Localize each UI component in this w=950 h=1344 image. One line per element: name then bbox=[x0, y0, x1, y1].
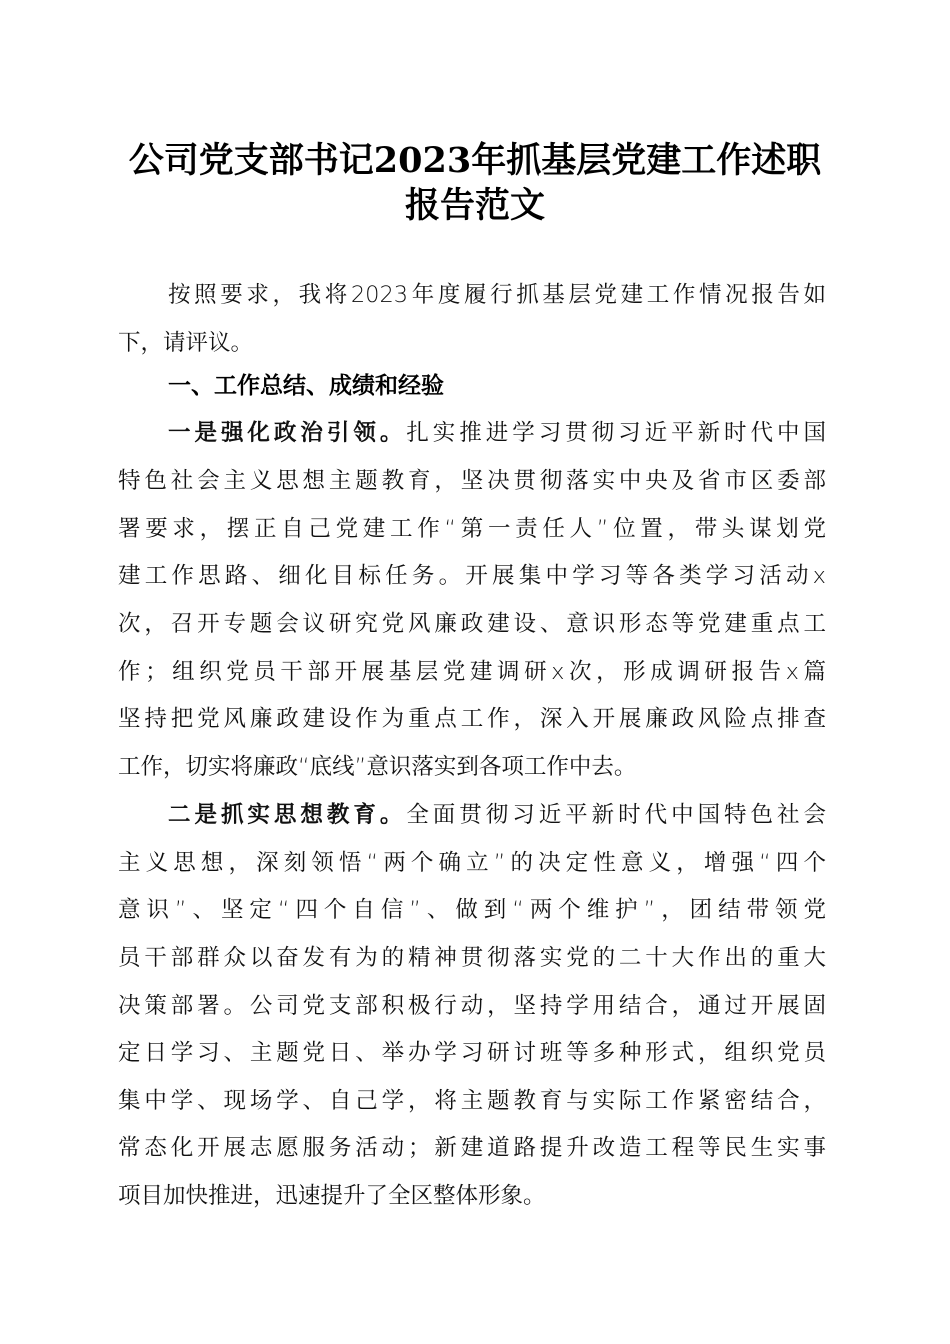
para2-line-1 bbox=[168, 796, 826, 834]
intro-line-2: 下，请评议。 bbox=[118, 330, 254, 356]
para2-line-2: 主义思想，深刻领悟“两个确立”的决定性意义，增强“四个 bbox=[118, 850, 826, 876]
document-title-line-2: 报告范文 bbox=[404, 185, 545, 226]
para2-lead: 二是抓实思想教育。 bbox=[168, 802, 407, 828]
para2-line-8: 常态化开展志愿服务活动；新建道路提升改造工程等民生实事 bbox=[118, 1135, 826, 1161]
para1-line-7: 坚持把党风廉政建设作为重点工作，深入开展廉政风险点排查 bbox=[118, 706, 826, 732]
para2-line-5: 决策部署。公司党支部积极行动，坚持学用结合，通过开展固 bbox=[118, 993, 826, 1019]
para1-line-1-text: 扎实推进学习贯彻习近平新时代中国 bbox=[406, 420, 826, 446]
para2-line-7: 集中学、现场学、自己学，将主题教育与实际工作紧密结合， bbox=[118, 1088, 826, 1114]
para1-line-1 bbox=[168, 414, 826, 452]
intro-line-1: 按照要求，我将2023年度履行抓基层党建工作情况报告如 bbox=[168, 282, 826, 308]
para1-line-5: 次，召开专题会议研究党风廉政建设、意识形态等党建重点工 bbox=[118, 611, 826, 637]
para1-lead: 一是强化政治引领。 bbox=[168, 420, 407, 446]
para1-line-2: 特色社会主义思想主题教育，坚决贯彻落实中央及省市区委部 bbox=[118, 468, 826, 494]
para1-line-8: 工作，切实将廉政“底线”意识落实到各项工作中去。 bbox=[118, 754, 637, 780]
para1-line-3: 署要求，摆正自己党建工作“第一责任人”位置，带头谋划党 bbox=[118, 516, 826, 542]
section-heading: 一、工作总结、成绩和经验 bbox=[168, 373, 444, 399]
para1-line-4: 建工作思路、细化目标任务。开展集中学习等各类学习活动x bbox=[118, 563, 826, 589]
para2-line-3: 意识”、坚定“四个自信”、做到“两个维护”，团结带领党 bbox=[118, 897, 826, 923]
para1-line-6: 作；组织党员干部开展基层党建调研x次，形成调研报告x篇 bbox=[118, 659, 826, 685]
para2-line-9: 项目加快推进，迅速提升了全区整体形象。 bbox=[118, 1183, 546, 1209]
para2-line-6: 定日学习、主题党日、举办学习研讨班等多种形式，组织党员 bbox=[118, 1040, 826, 1066]
para2-line-1-text: 全面贯彻习近平新时代中国特色社会 bbox=[406, 802, 826, 828]
document-title-line-1: 公司党支部书记2023年抓基层党建工作述职 bbox=[128, 140, 822, 181]
para2-line-4: 员干部群众以奋发有为的精神贯彻落实党的二十大作出的重大 bbox=[118, 945, 826, 971]
